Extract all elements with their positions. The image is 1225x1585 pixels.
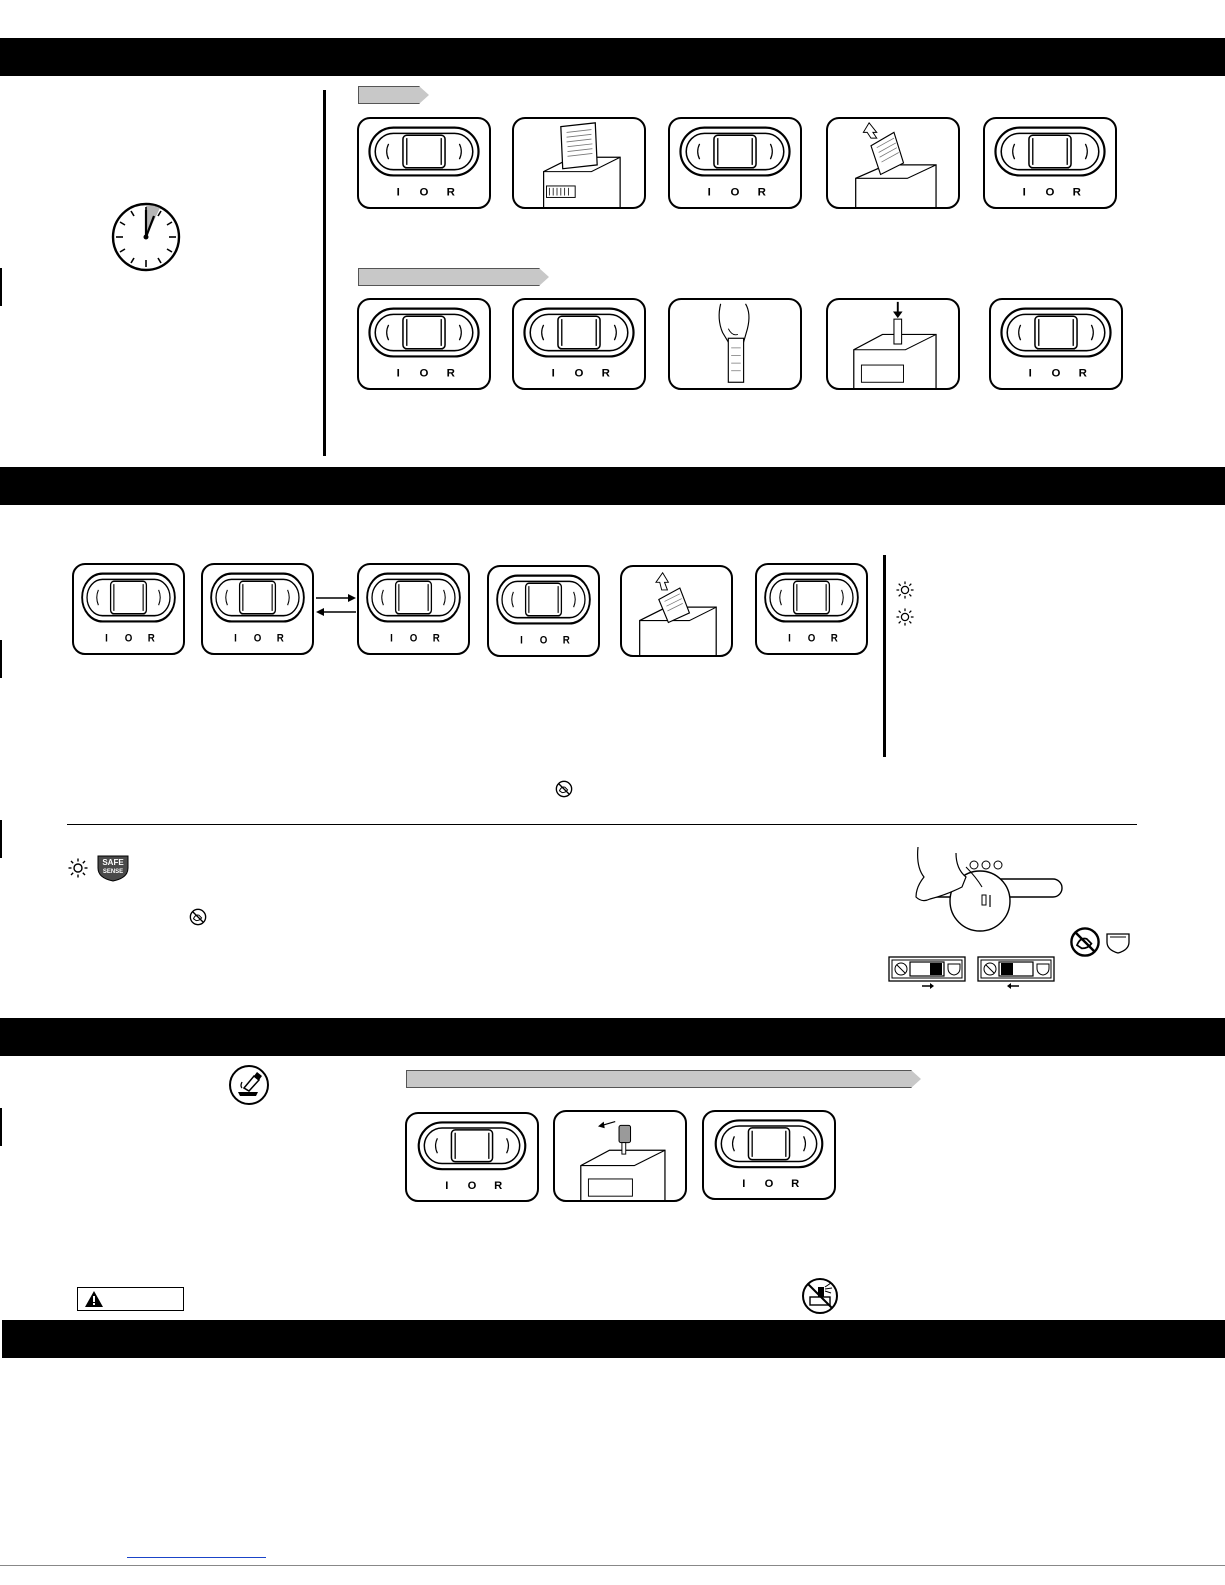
no-touch-icon [555, 780, 573, 798]
switch-label-on: I [396, 367, 400, 380]
edge-mark [0, 1108, 2, 1146]
switch-label-on: I [390, 631, 393, 645]
switch-panel [487, 565, 600, 657]
sensor-finger-illustration [906, 847, 1066, 947]
switch-panel [668, 117, 802, 209]
safesense-text-2: SENSE [102, 869, 124, 875]
switch-label-off: O [730, 186, 740, 199]
switch-label-reverse: R [446, 367, 455, 380]
switch-panel [989, 298, 1123, 390]
switch-label-reverse: R [432, 631, 440, 645]
shield-icon [1106, 932, 1130, 954]
clock-icon [110, 201, 182, 273]
switch-label-on: I [742, 1177, 746, 1190]
switch-label-off: O [1051, 367, 1061, 380]
switch-label-reverse: R [147, 631, 155, 645]
switch-label-off: O [253, 631, 262, 645]
edge-mark [0, 640, 2, 678]
switch-label-reverse: R [791, 1177, 800, 1190]
switch-label-on: I [234, 631, 237, 645]
light-indicator-icon [896, 608, 914, 626]
no-aerosol-icon [801, 1277, 839, 1315]
switch-panel [357, 117, 491, 209]
shredder-insert-illustration [826, 117, 960, 209]
footer-link-underline [127, 1557, 266, 1558]
hand-card-illustration [668, 298, 802, 390]
oil-lubrication-icon [228, 1064, 270, 1106]
switch-panel [755, 563, 868, 655]
no-touch-icon [1069, 926, 1101, 958]
switch-label-off: O [419, 186, 429, 199]
safesense-text-1: SAFE [102, 858, 124, 867]
switch-label-reverse: R [1078, 367, 1087, 380]
switch-label-off: O [124, 631, 133, 645]
step-tag-paper [358, 86, 420, 104]
alternate-arrows-icon [314, 590, 358, 620]
separator-line [67, 824, 1137, 825]
switch-panel [357, 563, 470, 655]
section-divider [883, 555, 886, 757]
no-touch-icon [189, 908, 207, 926]
switch-label-on: I [788, 631, 791, 645]
switch-label-on: I [551, 367, 555, 380]
switch-label-reverse: R [276, 631, 284, 645]
shredder-paper-illustration [512, 117, 646, 209]
switch-label-reverse: R [494, 1179, 503, 1192]
warning-triangle-icon [84, 1290, 104, 1308]
switch-label-reverse: R [601, 367, 610, 380]
caution-box [77, 1287, 184, 1311]
section-divider [323, 90, 326, 456]
edge-mark [0, 268, 2, 306]
light-indicator-icon [896, 581, 914, 599]
switch-label-reverse: R [1072, 186, 1081, 199]
section-band-3 [0, 1018, 1225, 1056]
switch-label-off: O [764, 1177, 774, 1190]
switch-panel [405, 1112, 539, 1202]
switch-panel [702, 1110, 836, 1200]
switch-label-on: I [707, 186, 711, 199]
section-band-4 [2, 1320, 1225, 1358]
switch-label-off: O [1045, 186, 1055, 199]
switch-label-reverse: R [830, 631, 838, 645]
switch-panel [983, 117, 1117, 209]
step-tag-cd [358, 268, 540, 286]
switch-label-reverse: R [757, 186, 766, 199]
switch-label-on: I [520, 633, 523, 647]
shredder-card-slot-illustration [826, 298, 960, 390]
switch-label-off: O [574, 367, 584, 380]
switch-label-on: I [445, 1179, 449, 1192]
switch-panel [357, 298, 491, 390]
step-tag-oil [406, 1070, 912, 1088]
section-band-2 [0, 467, 1225, 505]
shredder-oil-illustration [553, 1110, 687, 1202]
switch-panel [72, 563, 185, 655]
switch-label-reverse: R [446, 186, 455, 199]
light-indicator-icon [68, 858, 88, 878]
switch-label-on: I [1022, 186, 1026, 199]
switch-label-reverse: R [562, 633, 570, 647]
switch-label-on: I [105, 631, 108, 645]
shredder-remove-paper-illustration [620, 565, 733, 657]
switch-label-on: I [396, 186, 400, 199]
switch-label-off: O [807, 631, 816, 645]
switch-label-on: I [1028, 367, 1032, 380]
safesense-badge-icon [96, 852, 130, 882]
switch-label-off: O [539, 633, 548, 647]
switch-panel [201, 563, 314, 655]
switch-panel [512, 298, 646, 390]
footer-rule [0, 1565, 1225, 1566]
switch-label-off: O [419, 367, 429, 380]
edge-mark [0, 820, 2, 858]
section-band-1 [0, 38, 1225, 76]
switch-label-off: O [467, 1179, 477, 1192]
sensor-switch-left-diagram [977, 956, 1055, 990]
switch-label-off: O [409, 631, 418, 645]
sensor-switch-right-diagram [888, 956, 966, 990]
